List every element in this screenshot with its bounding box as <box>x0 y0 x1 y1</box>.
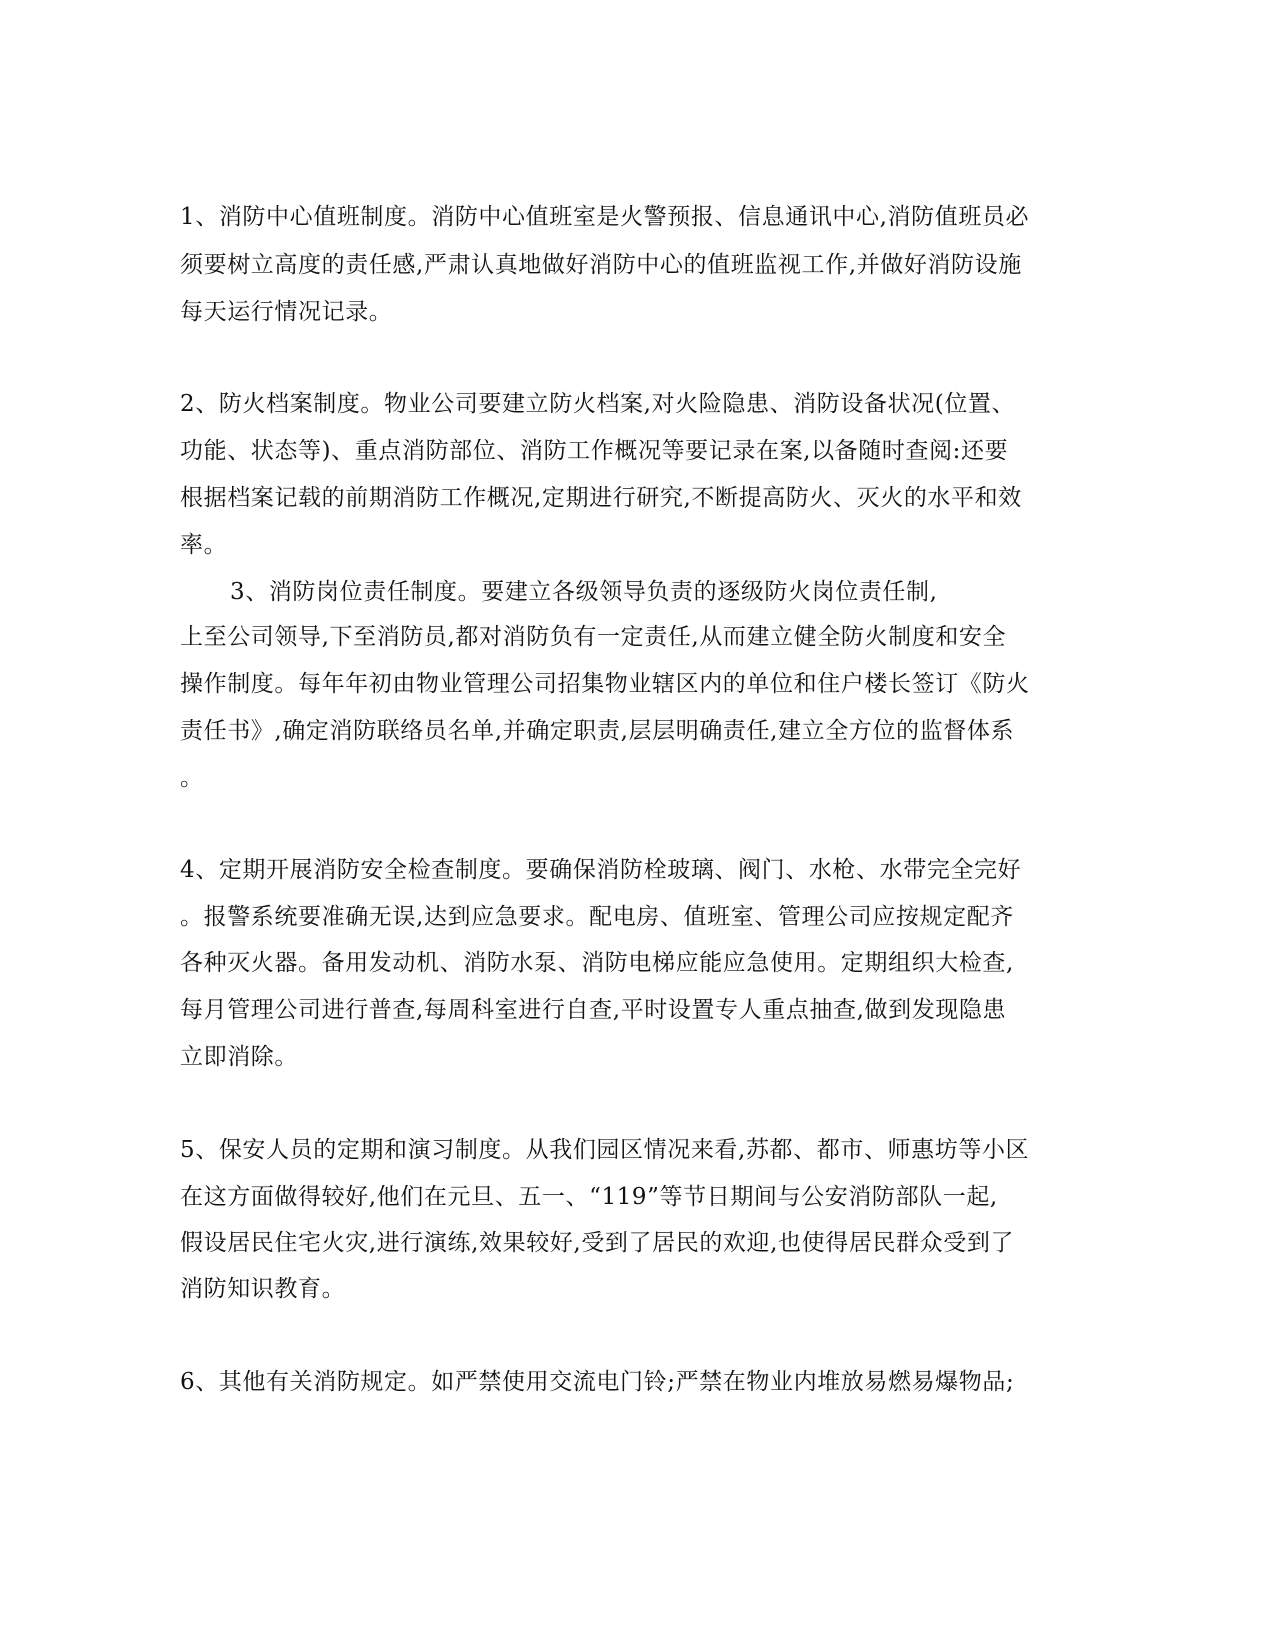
paragraph-3-line-3: 操作制度。每年年初由物业管理公司招集物业辖区内的单位和住户楼长签订《防火 <box>180 671 1030 697</box>
paragraph-5-line-1: 5、保安人员的定期和演习制度。从我们园区情况来看,苏都、都市、师惠坊等小区 <box>180 1137 1030 1163</box>
paragraph-1-line-1: 1、消防中心值班制度。消防中心值班室是火警预报、信息通讯中心,消防值班员必 <box>180 204 1030 230</box>
paragraph-2-line-4: 率。 <box>180 532 228 558</box>
paragraph-4-line-1: 4、定期开展消防安全检查制度。要确保消防栓玻璃、阀门、水枪、水带完全完好 <box>180 857 1022 883</box>
paragraph-1-line-3: 每天运行情况记录。 <box>180 299 393 325</box>
paragraph-5-line-2: 在这方面做得较好,他们在元旦、五一、“119”等节日期间与公安消防部队一起, <box>180 1184 998 1210</box>
paragraph-4-line-5: 立即消除。 <box>180 1044 298 1070</box>
paragraph-5-line-3: 假设居民住宅火灾,进行演练,效果较好,受到了居民的欢迎,也使得居民群众受到了 <box>180 1230 1015 1256</box>
paragraph-3-line-5: 。 <box>180 765 204 791</box>
paragraph-2-line-1: 2、防火档案制度。物业公司要建立防火档案,对火险隐患、消防设备状况(位置、 <box>180 391 1016 417</box>
paragraph-1-line-2: 须要树立高度的责任感,严肃认真地做好消防中心的值班监视工作,并做好消防设施 <box>180 252 1022 278</box>
paragraph-6-line-1: 6、其他有关消防规定。如严禁使用交流电门铃;严禁在物业内堆放易燃易爆物品; <box>180 1369 1015 1395</box>
paragraph-3-line-4: 责任书》,确定消防联络员名单,并确定职责,层层明确责任,建立全方位的监督体系 <box>180 718 1015 744</box>
paragraph-3-line-1: 3、消防岗位责任制度。要建立各级领导负责的逐级防火岗位责任制, <box>230 579 938 605</box>
paragraph-2-line-2: 功能、状态等)、重点消防部位、消防工作概况等要记录在案,以备随时查阅:还要 <box>180 438 1009 464</box>
paragraph-2-line-3: 根据档案记载的前期消防工作概况,定期进行研究,不断提高防火、灭火的水平和效 <box>180 485 1022 511</box>
paragraph-5-line-4: 消防知识教育。 <box>180 1276 346 1302</box>
paragraph-4-line-3: 各种灭火器。备用发动机、消防水泵、消防电梯应能应急使用。定期组织大检查, <box>180 950 1014 976</box>
paragraph-4-line-2: 。报警系统要准确无误,达到应急要求。配电房、值班室、管理公司应按规定配齐 <box>180 904 1014 930</box>
paragraph-4-line-4: 每月管理公司进行普查,每周科室进行自查,平时设置专人重点抽查,做到发现隐患 <box>180 997 1007 1023</box>
paragraph-3-line-2: 上至公司领导,下至消防员,都对消防负有一定责任,从而建立健全防火制度和安全 <box>180 624 1007 650</box>
